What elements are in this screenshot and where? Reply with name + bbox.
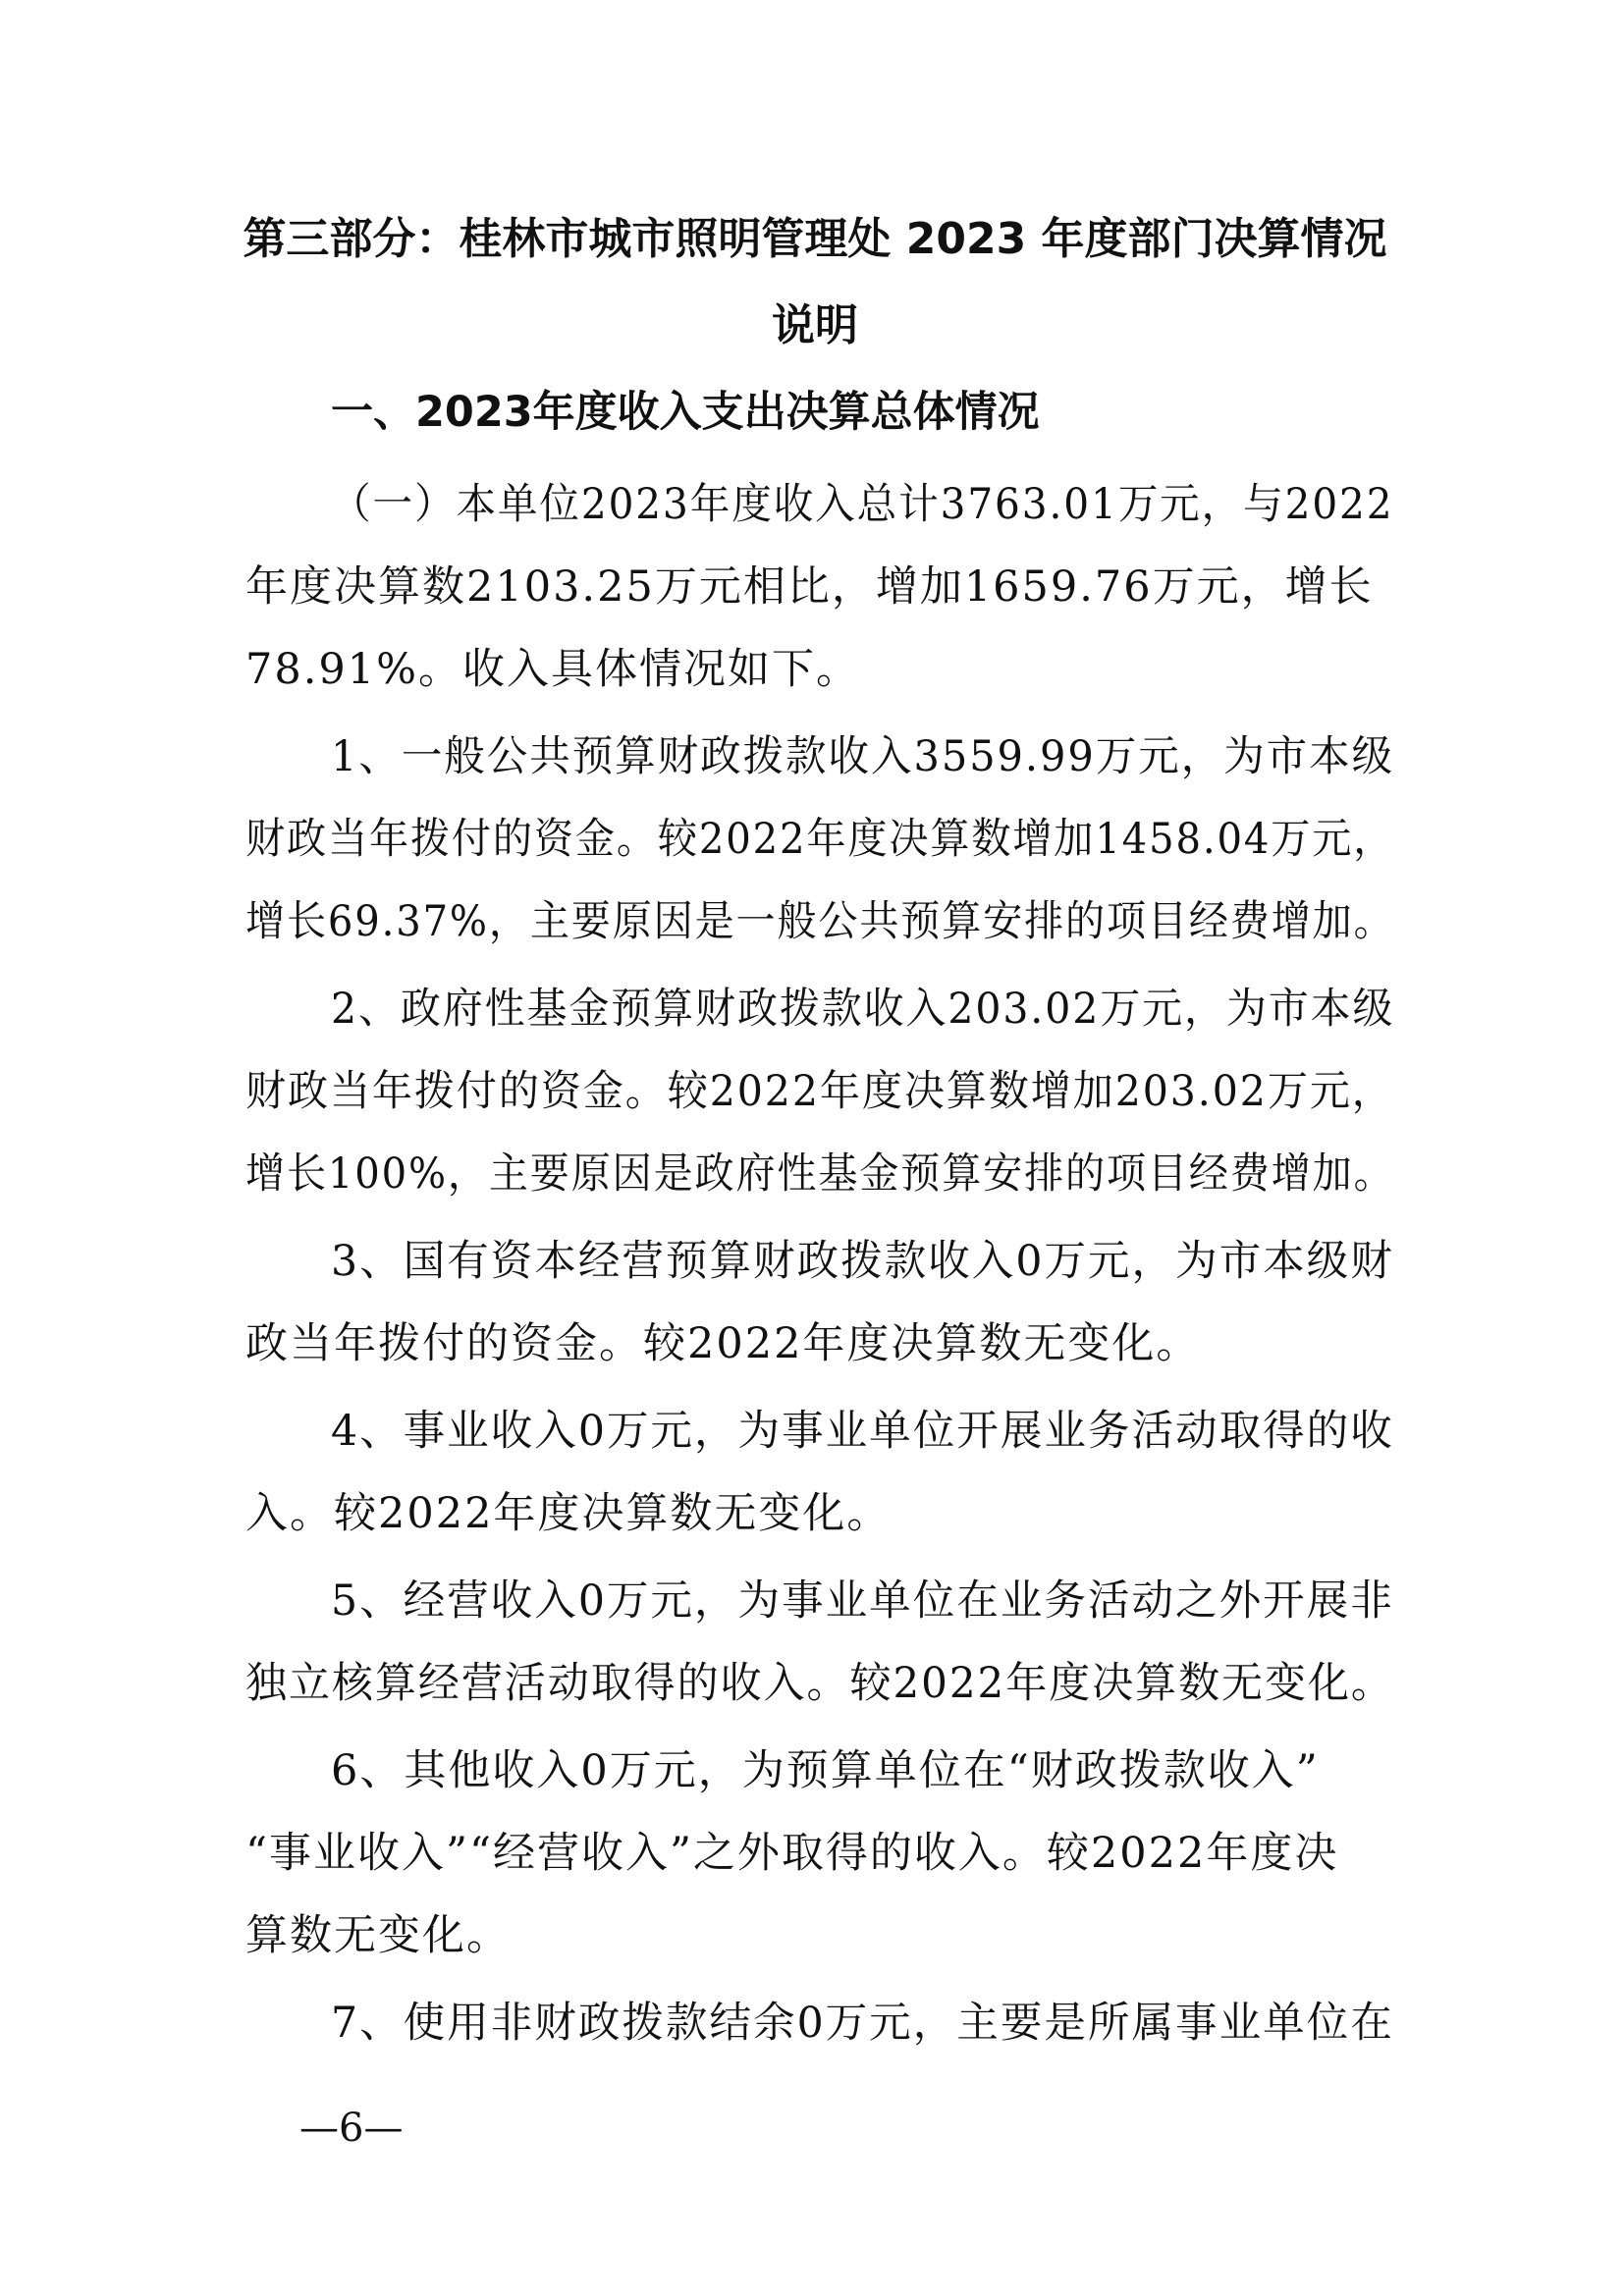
item2-line-3: 增长100%，主要原因是政府性基金预算安排的项目经费增加。 [245, 1149, 1395, 1199]
document-title-line-2: 说明 [772, 300, 858, 350]
item4-line-1: 4、事业收入0万元，为事业单位开展业务活动取得的收 [331, 1407, 1394, 1456]
item1-line-1: 1、一般公共预算财政拨款收入3559.99万元，为市本级 [331, 732, 1395, 781]
item6-line-3: 算数无变化。 [245, 1911, 511, 1960]
item2-line-1: 2、政府性基金预算财政拨款收入203.02万元，为市本级 [331, 985, 1395, 1034]
item3-line-2: 政当年拨付的资金。较2022年度决算数无变化。 [245, 1319, 1201, 1368]
item2-line-2: 财政当年拨付的资金。较2022年度决算数增加203.02万元， [245, 1067, 1394, 1116]
page-number: —6— [299, 2106, 404, 2151]
section-heading: 一、2023年度收入支出决算总体情况 [331, 388, 1040, 437]
intro-line-2: 年度决算数2103.25万元相比，增加1659.76万元，增长 [245, 562, 1374, 612]
item4-line-2: 入。较2022年度决算数无变化。 [245, 1489, 892, 1538]
item5-line-1: 5、经营收入0万元，为事业单位在业务活动之外开展非 [331, 1576, 1394, 1626]
document-title-line-1: 第三部分：桂林市城市照明管理处 2023 年度部门决算情况 [243, 214, 1387, 264]
item5-line-2: 独立核算经营活动取得的收入。较2022年度决算数无变化。 [245, 1659, 1394, 1708]
item6-line-2: “事业收入”“经营收入”之外取得的收入。较2022年度决 [245, 1829, 1339, 1878]
item7-line-1: 7、使用非财政拨款结余0万元，主要是所属事业单位在 [331, 1999, 1394, 2048]
intro-line-3: 78.91%。收入具体情况如下。 [245, 645, 860, 694]
item3-line-1: 3、国有资本经营预算财政拨款收入0万元，为市本级财 [331, 1237, 1394, 1286]
intro-line-1: （一）本单位2023年度收入总计3763.01万元，与2022 [331, 480, 1394, 529]
item6-line-1: 6、其他收入0万元，为预算单位在“财政拨款收入” [331, 1746, 1320, 1795]
item1-line-3: 增长69.37%，主要原因是一般公共预算安排的项目经费增加。 [245, 897, 1395, 946]
item1-line-2: 财政当年拨付的资金。较2022年度决算数增加1458.04万元， [245, 815, 1395, 864]
